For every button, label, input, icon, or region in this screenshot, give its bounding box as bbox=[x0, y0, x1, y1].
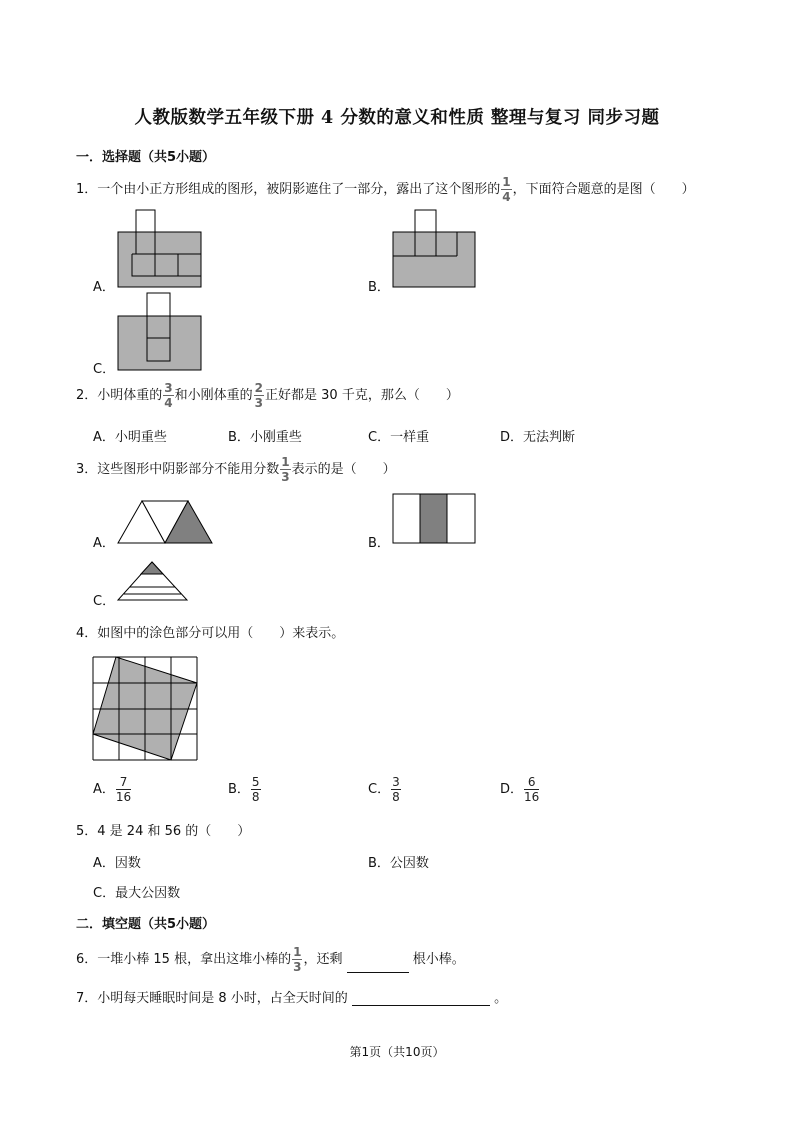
fraction-3-4 bbox=[163, 382, 173, 409]
q4-option-a[interactable] bbox=[93, 776, 132, 803]
frac-numerator: 3 bbox=[164, 381, 173, 395]
option-letter: A． bbox=[93, 782, 115, 797]
question-7 bbox=[76, 987, 507, 1006]
question-2-text-2: 和小刚体重的 bbox=[174, 388, 253, 403]
frac-numerator: 6 bbox=[527, 775, 536, 789]
fraction-1-4 bbox=[501, 176, 511, 203]
fraction-6-16 bbox=[524, 776, 539, 803]
q3-figure-c-triangle bbox=[118, 562, 188, 602]
question-4: 4．如图中的涂色部分可以用（ ）来表示。 bbox=[76, 626, 345, 641]
question-6-text-mid: ，还剩 bbox=[303, 952, 343, 967]
fraction-3-8 bbox=[391, 776, 401, 803]
fraction-7-16 bbox=[116, 776, 131, 803]
section-choice-heading: 一．选择题（共5小题） bbox=[76, 150, 216, 165]
section-fill-heading: 二．填空题（共5小题） bbox=[76, 917, 216, 932]
frac-numerator: 1 bbox=[293, 945, 302, 959]
q1-option-a-label[interactable]: A． bbox=[93, 280, 115, 295]
q3-figure-a-trapezoid bbox=[118, 500, 214, 545]
option-letter: C． bbox=[368, 782, 391, 797]
q3-option-b-label[interactable]: B． bbox=[368, 536, 390, 551]
question-5: 5．4 是 24 和 56 的（ ） bbox=[76, 824, 251, 839]
fraction-1-3 bbox=[292, 946, 302, 973]
frac-numerator: 1 bbox=[502, 175, 511, 189]
frac-denominator: 4 bbox=[502, 190, 511, 204]
q2-option-a[interactable]: A．小明重些 bbox=[93, 430, 167, 445]
q2-option-d[interactable]: D．无法判断 bbox=[500, 430, 576, 445]
fraction-2-3 bbox=[254, 382, 264, 409]
question-6-text-end: 根小棒。 bbox=[412, 952, 465, 967]
question-1 bbox=[76, 176, 695, 203]
option-letter: D． bbox=[500, 782, 524, 797]
q2-option-b[interactable]: B．小刚重些 bbox=[228, 430, 302, 445]
q5-option-a[interactable]: A．因数 bbox=[93, 856, 141, 871]
q6-answer-blank[interactable] bbox=[347, 958, 409, 973]
question-2 bbox=[76, 382, 459, 409]
frac-numerator: 2 bbox=[254, 381, 264, 395]
question-6-text-start: 6．一堆小棒 15 根，拿出这堆小棒的 bbox=[76, 952, 292, 967]
question-7-text-start: 7．小明每天睡眠时间是 8 小时，占全天时间的 bbox=[76, 991, 348, 1006]
question-1-text-start: 1．一个由小正方形组成的图形，被阴影遮住了一部分，露出了这个图形的 bbox=[76, 182, 501, 197]
q3-option-a-label[interactable]: A． bbox=[93, 536, 115, 551]
q2-option-c[interactable]: C．一样重 bbox=[368, 430, 430, 445]
frac-denominator: 3 bbox=[281, 470, 290, 484]
question-2-text-3: 正好都是 30 千克，那么（ ） bbox=[265, 388, 459, 403]
frac-denominator: 16 bbox=[524, 790, 540, 804]
frac-numerator: 7 bbox=[119, 775, 128, 789]
frac-numerator: 1 bbox=[281, 455, 290, 469]
q5-option-c[interactable]: C．最大公因数 bbox=[93, 886, 181, 901]
option-letter: B． bbox=[228, 782, 250, 797]
q1-figure-b bbox=[393, 210, 477, 288]
q4-grid-figure bbox=[93, 656, 199, 762]
q7-answer-blank[interactable] bbox=[352, 991, 490, 1006]
question-2-text-1: 2．小明体重的 bbox=[76, 388, 163, 403]
q3-option-c-label[interactable]: C． bbox=[93, 594, 116, 609]
question-3 bbox=[76, 456, 396, 483]
q4-option-c[interactable] bbox=[368, 776, 402, 803]
q5-option-b[interactable]: B．公因数 bbox=[368, 856, 429, 871]
question-7-text-end: 。 bbox=[494, 991, 508, 1006]
page-footer: 第1页（共10页） bbox=[349, 1045, 445, 1059]
frac-denominator: 8 bbox=[251, 790, 260, 804]
q1-figure-c bbox=[118, 293, 202, 371]
q4-option-d[interactable] bbox=[500, 776, 540, 803]
question-6 bbox=[76, 946, 465, 973]
frac-numerator: 3 bbox=[392, 775, 400, 789]
frac-denominator: 4 bbox=[164, 396, 173, 410]
q1-option-c-label[interactable]: C． bbox=[93, 362, 116, 377]
frac-denominator: 3 bbox=[293, 960, 302, 974]
q1-option-b-label[interactable]: B． bbox=[368, 280, 390, 295]
page-title: 人教版数学五年级下册 4 分数的意义和性质 整理与复习 同步习题 bbox=[134, 108, 660, 128]
frac-denominator: 3 bbox=[254, 396, 264, 410]
question-3-text-start: 3．这些图形中阴影部分不能用分数 bbox=[76, 462, 280, 477]
frac-denominator: 8 bbox=[392, 790, 400, 804]
frac-denominator: 16 bbox=[115, 790, 132, 804]
question-1-text-end: ，下面符合题意的是图（ ） bbox=[512, 182, 695, 197]
question-3-text-end: 表示的是（ ） bbox=[291, 462, 396, 477]
frac-numerator: 5 bbox=[251, 775, 260, 789]
q1-figure-a bbox=[118, 210, 202, 288]
q4-option-b[interactable] bbox=[228, 776, 262, 803]
fraction-1-3 bbox=[280, 456, 290, 483]
q3-figure-b-rectangle bbox=[393, 494, 477, 544]
fraction-5-8 bbox=[251, 776, 261, 803]
